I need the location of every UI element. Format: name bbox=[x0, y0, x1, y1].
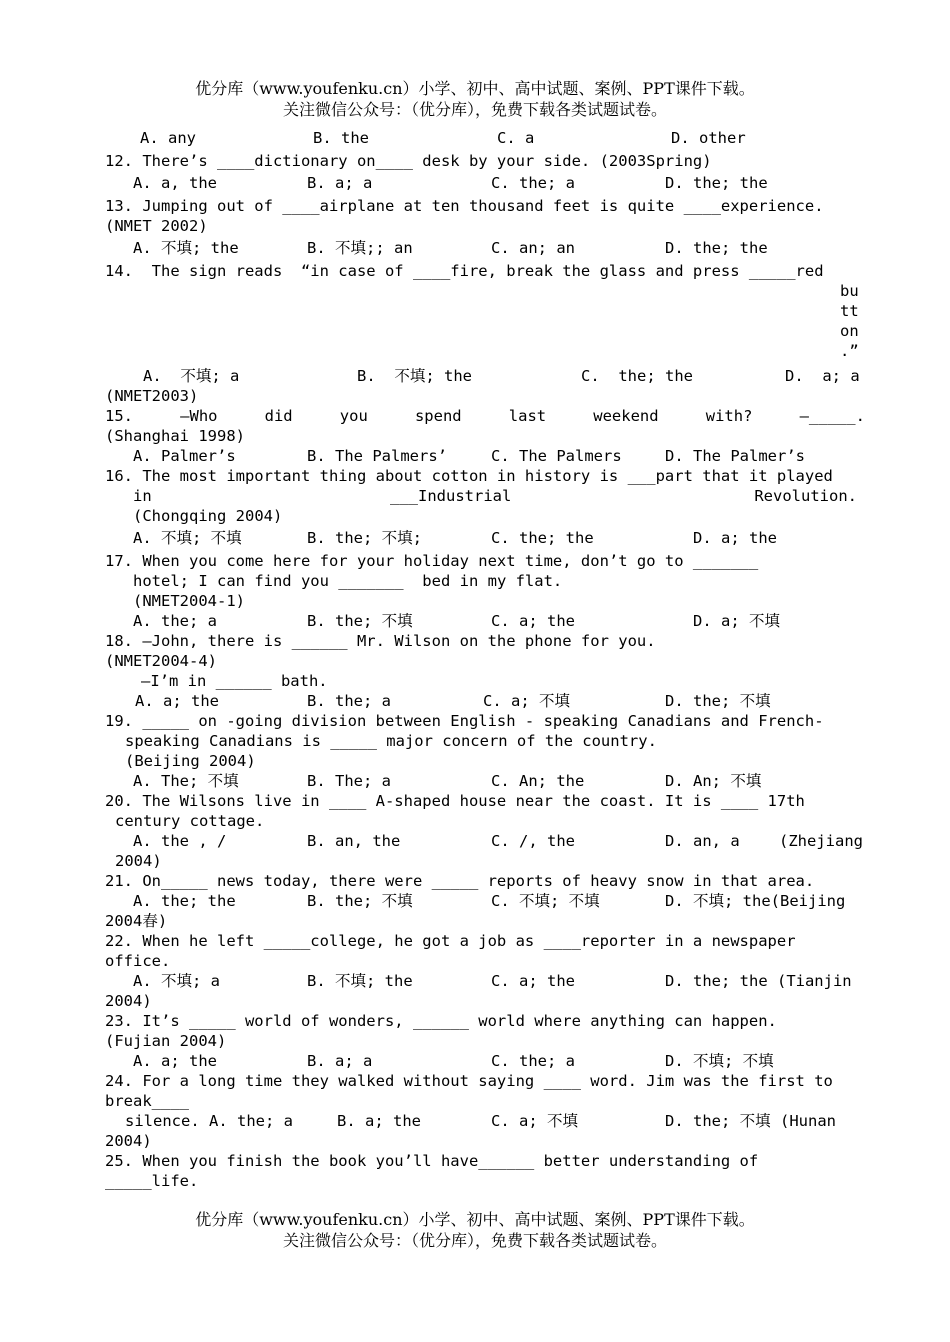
q22-option-d: D. the; the (Tianjin bbox=[665, 972, 852, 990]
q18-option-b: B. the; a bbox=[307, 692, 391, 710]
q14-option-a: A. 不填; a bbox=[143, 367, 240, 385]
q15-option-c: C. The Palmers bbox=[491, 447, 622, 465]
q15-word: —_____. bbox=[799, 407, 865, 425]
q22-stem: 22. When he left _____college, he got a job as ____reporter in a newspaper bbox=[105, 932, 796, 950]
q15-option-b: B. The Palmers’ bbox=[307, 447, 447, 465]
q11-options bbox=[105, 126, 865, 151]
q19-option-d: D. An; 不填 bbox=[665, 772, 762, 790]
q14-option-b: B. 不填; the bbox=[357, 367, 472, 385]
q21-option-a: A. the; the bbox=[133, 892, 236, 910]
q14-block bbox=[105, 261, 865, 366]
q20-source-cont: 2004) bbox=[115, 852, 162, 870]
q17-options bbox=[105, 611, 865, 631]
q17-option-d: D. a; 不填 bbox=[693, 612, 780, 630]
q18-stem: 18. —John, there is ______ Mr. Wilson on the phone for you. bbox=[105, 632, 656, 650]
q24-options bbox=[105, 1111, 865, 1131]
q23-option-b: B. a; a bbox=[307, 1052, 373, 1070]
q24-option-a: silence. A. the; a bbox=[125, 1112, 293, 1130]
q13-stem: 13. Jumping out of ____airplane at ten thousand feet is quite ____experience. bbox=[105, 197, 824, 215]
q15-word: spend bbox=[414, 407, 462, 425]
q16-stem-cont bbox=[105, 486, 865, 506]
q12-option-b: B. a; a bbox=[307, 174, 373, 192]
q20-option-a: A. the , / bbox=[133, 832, 227, 850]
q15-option-d: D. The Palmer’s bbox=[665, 447, 805, 465]
q22-option-c: C. a; the bbox=[491, 972, 575, 990]
q18-options bbox=[105, 691, 865, 711]
q12-options bbox=[105, 171, 865, 196]
header-line-2: 关注微信公众号：（优分库），免费下载各类试题试卷。 bbox=[282, 100, 667, 119]
page-header bbox=[0, 78, 950, 120]
q16-stem: 16. The most important thing about cotton in history is ___part that it played bbox=[105, 467, 833, 485]
q15-stem bbox=[105, 406, 865, 426]
q15-word: you bbox=[339, 407, 368, 425]
q17-source: (NMET2004-1) bbox=[133, 592, 245, 610]
q20-option-d: D. an, a bbox=[665, 832, 740, 850]
q23-option-d: D. 不填; 不填 bbox=[665, 1052, 774, 1070]
q15-word: —Who bbox=[180, 407, 218, 425]
q18-response: —I’m in ______ bath. bbox=[141, 672, 328, 690]
q19-source: (Beijing 2004) bbox=[125, 752, 256, 770]
q12-stem: 12. There’s ____dictionary on____ desk by your side. (2003Spring) bbox=[105, 152, 712, 170]
q23-source: (Fujian 2004) bbox=[105, 1032, 227, 1050]
q22-stem-cont: office. bbox=[105, 952, 171, 970]
q15-word: 15. bbox=[105, 407, 133, 425]
q21-source: 2004春) bbox=[105, 912, 168, 930]
q20-option-c: C. /, the bbox=[491, 832, 575, 850]
q15-option-a: A. Palmer’s bbox=[133, 447, 236, 465]
q18-option-a: A. a; the bbox=[135, 692, 219, 710]
q14-option-c: C. the; the bbox=[581, 367, 693, 385]
q19-stem-cont: speaking Canadians is _____ major concern of the country. bbox=[125, 732, 657, 750]
q14-options bbox=[105, 366, 865, 386]
q15-word: with? bbox=[705, 407, 753, 425]
q21-option-c: C. 不填; 不填 bbox=[491, 892, 600, 910]
q15-options bbox=[105, 446, 865, 466]
q20-stem: 20. The Wilsons live in ____ A-shaped house near the coast. It is ____ 17th bbox=[105, 792, 805, 810]
q16-option-a: A. 不填; 不填 bbox=[133, 529, 242, 547]
q17-option-a: A. the; a bbox=[133, 612, 217, 630]
q22-option-b: B. 不填; the bbox=[307, 972, 413, 990]
q22-source: 2004) bbox=[105, 992, 152, 1010]
q14-option-d: D. a; a bbox=[785, 367, 860, 385]
q24-stem: 24. For a long time they walked without saying ____ word. Jim was the first to bbox=[105, 1072, 833, 1090]
q15-source: (Shanghai 1998) bbox=[105, 427, 245, 445]
q15-word: weekend bbox=[593, 407, 659, 425]
q15-word: last bbox=[508, 407, 547, 425]
q12-option-d: D. the; the bbox=[665, 174, 768, 192]
q18-option-d: D. the; 不填 bbox=[665, 692, 771, 710]
q13-option-c: C. an; an bbox=[491, 239, 575, 257]
q21-option-b: B. the; 不填 bbox=[307, 892, 413, 910]
q17-stem: 17. When you come here for your holiday next time, don’t go to _______ bbox=[105, 552, 759, 570]
q18-option-c: C. a; 不填 bbox=[483, 692, 570, 710]
q20-options bbox=[105, 831, 865, 851]
q14-wrapped-word: bu tt on .” bbox=[840, 282, 859, 360]
q19-stem: 19. _____ on -going division between English - speaking Canadians and French- bbox=[105, 712, 824, 730]
footer-line-2: 关注微信公众号：（优分库），免费下载各类试题试卷。 bbox=[282, 1231, 667, 1250]
q13-option-a: A. 不填; the bbox=[133, 239, 239, 257]
q20-option-b: B. an, the bbox=[307, 832, 401, 850]
q13-option-b: B. 不填;; an bbox=[307, 239, 413, 257]
q13-option-d: D. the; the bbox=[665, 239, 768, 257]
q11-option-c: C. a bbox=[497, 129, 535, 147]
q22-options bbox=[105, 971, 865, 991]
q24-option-b: B. a; the bbox=[337, 1112, 421, 1130]
q11-option-a: A. any bbox=[140, 129, 196, 147]
q12-option-c: C. the; a bbox=[491, 174, 575, 192]
q16-option-c: C. the; the bbox=[491, 529, 594, 547]
q17-option-b: B. the; 不填 bbox=[307, 612, 413, 630]
footer-line-1: 优分库（www.youfenku.cn）小学、初中、高中试题、案例、PPT课件下载。 bbox=[195, 1210, 755, 1229]
q12-option-a: A. a, the bbox=[133, 174, 217, 192]
q18-source: (NMET2004-4) bbox=[105, 652, 217, 670]
q16-source: (Chongqing 2004) bbox=[133, 507, 283, 525]
q11-option-d: D. other bbox=[671, 129, 746, 147]
q19-option-b: B. The; a bbox=[307, 772, 391, 790]
q13-options bbox=[105, 236, 865, 261]
q25-stem-cont: _____life. bbox=[105, 1172, 199, 1190]
q24-source: 2004) bbox=[105, 1132, 152, 1150]
q20-source: (Zhejiang bbox=[779, 832, 863, 850]
question-list bbox=[105, 126, 865, 1191]
q16-word: in bbox=[133, 487, 152, 505]
q15-word: did bbox=[264, 407, 293, 425]
q25-stem: 25. When you finish the book you’ll have______ better understanding of bbox=[105, 1152, 759, 1170]
q19-options bbox=[105, 771, 865, 791]
q11-option-b: B. the bbox=[313, 129, 369, 147]
q22-option-a: A. 不填; a bbox=[133, 972, 220, 990]
q16-word: Revolution. bbox=[754, 487, 857, 505]
q21-stem: 21. On_____ news today, there were _____ reports of heavy snow in that area. bbox=[105, 872, 815, 890]
q23-stem: 23. It’s _____ world of wonders, ______ world where anything can happen. bbox=[105, 1012, 777, 1030]
header-line-1: 优分库（www.youfenku.cn）小学、初中、高中试题、案例、PPT课件下载。 bbox=[195, 79, 755, 98]
q24-option-c: C. a; 不填 bbox=[491, 1112, 578, 1130]
q14-stem: 14. The sign reads “in case of ____fire, break the glass and press _____red bbox=[105, 262, 824, 280]
q24-stem-cont: break____ bbox=[105, 1092, 189, 1110]
page-footer bbox=[0, 1209, 950, 1251]
q13-source: (NMET 2002) bbox=[105, 217, 208, 235]
q19-option-c: C. An; the bbox=[491, 772, 585, 790]
q16-option-b: B. the; 不填; bbox=[307, 529, 422, 547]
q16-option-d: D. a; the bbox=[693, 529, 777, 547]
q17-stem-cont: hotel; I can find you _______ bed in my flat. bbox=[133, 572, 563, 590]
q16-options bbox=[105, 526, 865, 551]
q23-option-a: A. a; the bbox=[133, 1052, 217, 1070]
q21-options bbox=[105, 891, 865, 911]
q19-option-a: A. The; 不填 bbox=[133, 772, 239, 790]
q24-option-d: D. the; 不填 (Hunan bbox=[665, 1112, 836, 1130]
q17-option-c: C. a; the bbox=[491, 612, 575, 630]
q21-option-d: D. 不填; the(Beijing bbox=[665, 892, 846, 910]
q20-stem-cont: century cottage. bbox=[115, 812, 265, 830]
q14-source: (NMET2003) bbox=[105, 387, 199, 405]
q16-word: ___Industrial bbox=[390, 487, 512, 505]
q23-options bbox=[105, 1051, 865, 1071]
q23-option-c: C. the; a bbox=[491, 1052, 575, 1070]
